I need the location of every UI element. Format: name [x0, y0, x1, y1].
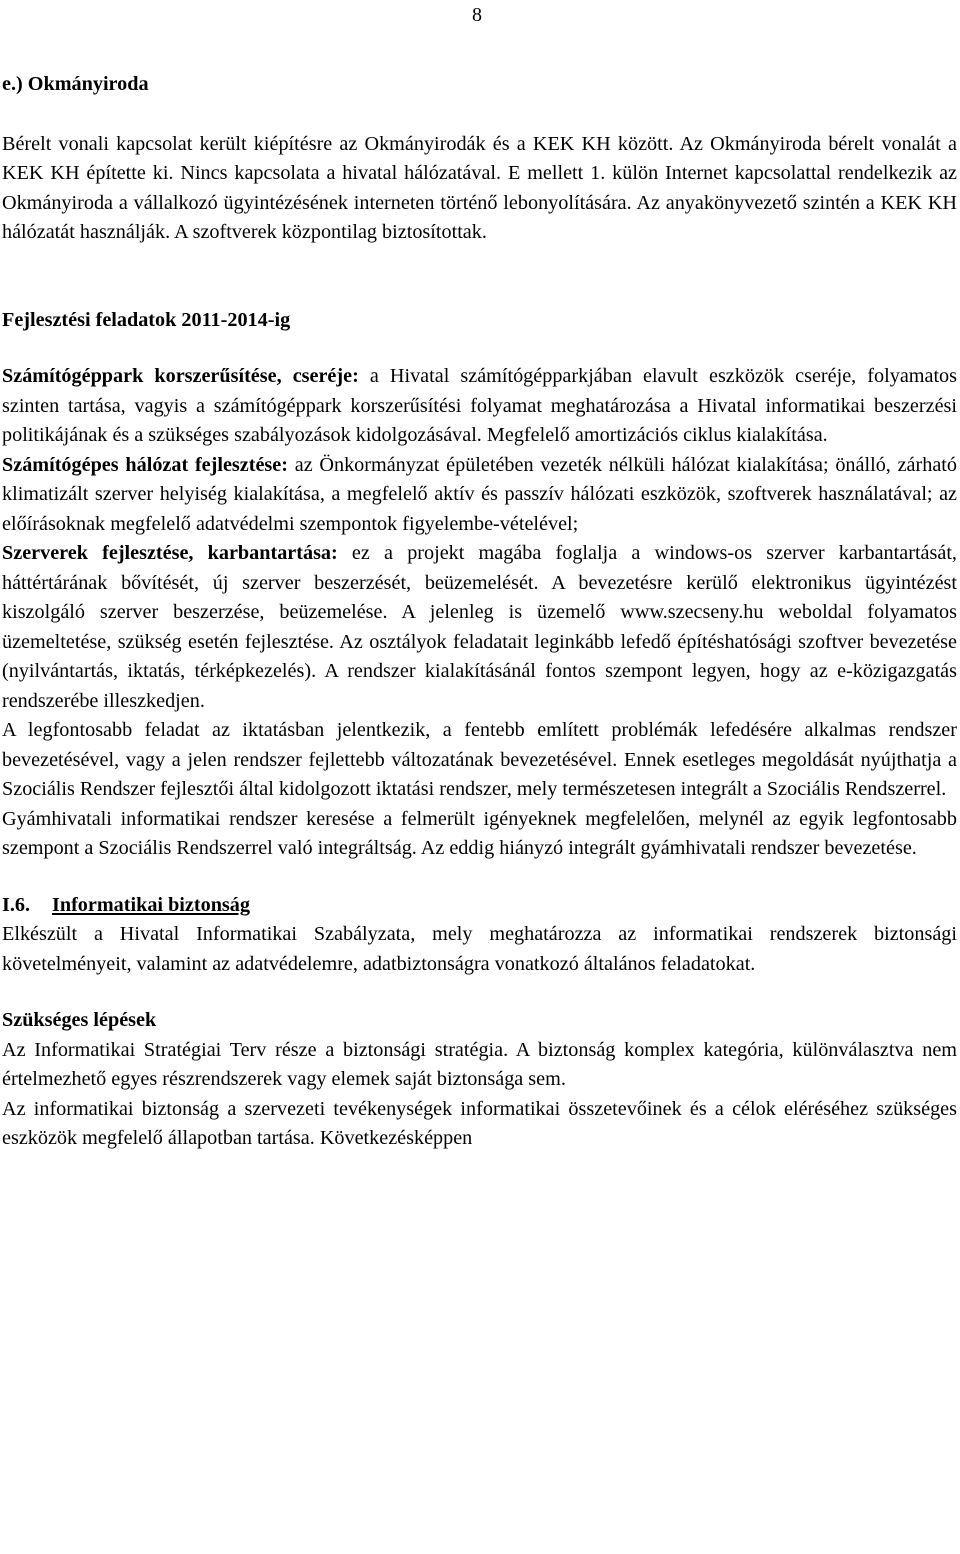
szukseges-paragraph-1: Az Informatikai Stratégiai Terv része a biztonsági stratégia. A biztonság komplex kategória, különválasztva nem értelmezhető egyes részrendszerek vagy elemek saját biztonsága sem. — [2, 1038, 957, 1090]
item-label: Számítógéppark korszerűsítése, cseréje: — [2, 365, 359, 387]
szukseges-lepesek-heading: Szükséges lépések — [2, 1009, 157, 1031]
item-label: Számítógépes hálózat fejlesztése: — [2, 453, 288, 476]
spacer — [2, 278, 957, 306]
szukseges-paragraph-2: Az informatikai biztonság a szervezeti tevékenységek informatikai összetevőinek és a célok eléréséhez szükséges eszközök megfelelő állapotban tartása. Következésképpen — [2, 1097, 957, 1149]
item-text: a Hivatal számítógépparkjában elavult eszközök cseréje, folyamatos szinten tartása, vagyis a számítógéppark korszerűsítési folyamat meghatározása a Hivatal informatikai beszerzési politikájának és a szükséges szabályozások kidolgozásával. Megfelelő amortizációs ciklus kialakítása. — [2, 365, 957, 446]
section-heading-okmanyiroda: e.) Okmányiroda — [2, 73, 149, 95]
spacer — [2, 864, 957, 891]
document-body — [2, 70, 957, 1154]
fejlesztesi-heading: Fejlesztési feladatok 2011-2014-ig — [2, 308, 291, 331]
item-text: ez a projekt magába foglalja a windows-os szerver karbantartását, háttértárának bővítését, új szerver beszerzését, beüzemelését. A bevezetésre kerülő elektronikus ügyintézést kiszolgáló szerver beszerzése, beüzemelése. A jelenleg is üzemelő www.szecseny.hu weboldal folyamatos üzemeltetése, szükség esetén fejlesztése. Az osztályok feladatait leginkább lefedő építéshatósági szoftver bevezetése (nyilvántartás, iktatás, térképkezelés). A rendszer kialakításánál fontos szempont legyen, hogy az e-közigazgatás rendszerébe illeszkedjen. — [2, 542, 957, 712]
section-title: Informatikai biztonság — [52, 893, 250, 916]
section-heading-informatikai-biztonsag — [2, 891, 957, 921]
spacer — [2, 100, 957, 130]
iktatas-paragraph: A legfontosabb feladat az iktatásban jelentkezik, a fentebb említett problémák lefedésére alkalmas rendszer bevezetésével, vagy a jelen rendszer fejlettebb változatának bevezetésével. Ennek esetleges megoldását nyújthatja a Szociális Rendszer fejlesztői által kidolgozott iktatási rendszer, mely természetesen integrált a Szociális Rendszerrel. — [2, 719, 957, 800]
gyamhivatal-paragraph: Gyámhivatali informatikai rendszer keresése a felmerült igényeknek megfelelően, melynél az egyik legfontosabb szempont a Szociális Rendszerrel való integráltság. Az eddig hiányzó integrált gyámhivatali rendszer bevezetése. — [2, 807, 957, 859]
spacer — [2, 335, 957, 362]
item-szerverek — [2, 539, 957, 716]
spacer — [2, 248, 957, 278]
item-label: Szerverek fejlesztése, karbantartása: — [2, 542, 338, 564]
informatikai-biztonsag-paragraph: Elkészült a Hivatal Informatikai Szabályzata, mely meghatározza az informatikai rendszerek biztonsági követelményeit, valamint az adatvédelemre, adatbiztonságra vonatkozó általános feladatokat. — [2, 923, 957, 975]
item-text: az Önkormányzat épületében vezeték nélküli hálózat kialakítása; önálló, zárható klimatizált szerver helyiség kialakítása, a megfelelő aktív és passzív hálózati eszközök, szoftverek használatával; az előírásoknak megfelelő adatvédelmi szempontok figyelembe-vételével; — [2, 453, 957, 535]
item-szamitogeppark — [2, 362, 957, 451]
page-number: 8 — [472, 4, 482, 26]
okmanyiroda-paragraph: Bérelt vonali kapcsolat került kiépítésre az Okmányirodák és a KEK KH között. Az Okmányiroda bérelt vonalát a KEK KH építette ki. Nincs kapcsolata a hivatal hálózatával. E mellett 1. külön Internet kapcsolattal rendelkezik az Okmányiroda a vállalkozó ügyintézésének interneten történő lebonyolítására. Az anyakönyvezető szintén a KEK KH hálózatát használják. A szoftverek központilag biztosítottak. — [2, 132, 957, 243]
section-number: I.6. — [2, 893, 31, 916]
spacer — [2, 979, 957, 1006]
item-halozat — [2, 451, 957, 540]
